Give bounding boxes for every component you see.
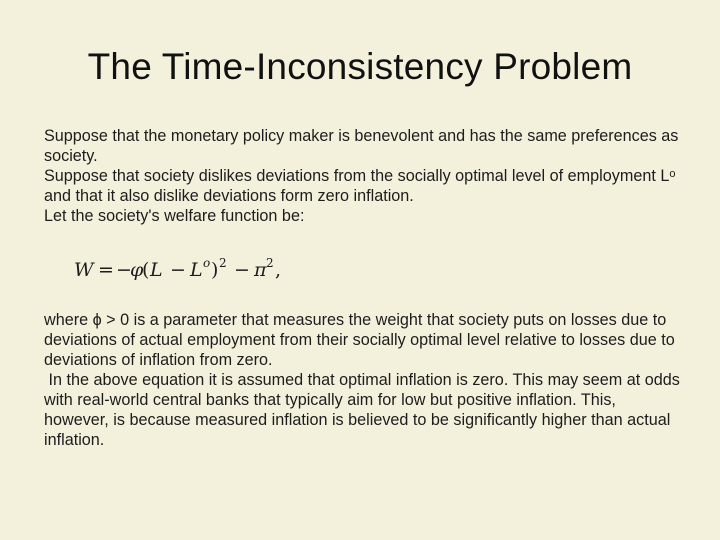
formula-phi: φ: [130, 259, 144, 281]
paragraph-benevolent: Suppose that the monetary policy maker is benevolent and has the same preferences as society.: [44, 127, 679, 165]
paragraph-welfare-intro: Let the society's welfare function be:: [44, 207, 305, 225]
slide-body: [44, 126, 684, 450]
formula-o-superscript: o: [203, 256, 211, 270]
welfare-formula: [74, 256, 684, 284]
welfare-formula-svg: [74, 256, 314, 284]
formula-close-paren: ): [211, 259, 219, 281]
formula-pi: π: [254, 259, 267, 281]
formula-l: L: [150, 259, 163, 281]
paragraph-optimal-inflation: In the above equation it is assumed that optimal inflation is zero. This may seem at odds with real-world central banks that typically aim for low but positive inflation. This, however, is because measured inflation is believed to be significantly higher than actual inflation.: [44, 371, 685, 449]
formula-minus-3: −: [234, 259, 250, 281]
slide-title: The Time-Inconsistency Problem: [87, 46, 633, 87]
formula-square-1: 2: [219, 256, 227, 270]
formula-minus-1: −: [116, 259, 132, 281]
formula-w: W: [74, 259, 94, 281]
paragraph-society-dislikes: Suppose that society dislikes deviations from the socially optimal level of employment Lᵒ and that it also dislike deviations form zero inflation.: [44, 167, 676, 205]
formula-equals: =: [98, 259, 114, 281]
formula-comma: ,: [275, 259, 282, 281]
formula-open-paren: (: [142, 259, 150, 281]
formula-minus-2: −: [170, 259, 186, 281]
paragraph-phi-parameter: where ϕ > 0 is a parameter that measures the weight that society puts on losses due to deviations of actual employment from their socially optimal level relative to losses due to deviations of inflation from zero.: [44, 311, 675, 369]
formula-lo: L: [190, 259, 203, 281]
formula-square-2: 2: [266, 256, 274, 270]
